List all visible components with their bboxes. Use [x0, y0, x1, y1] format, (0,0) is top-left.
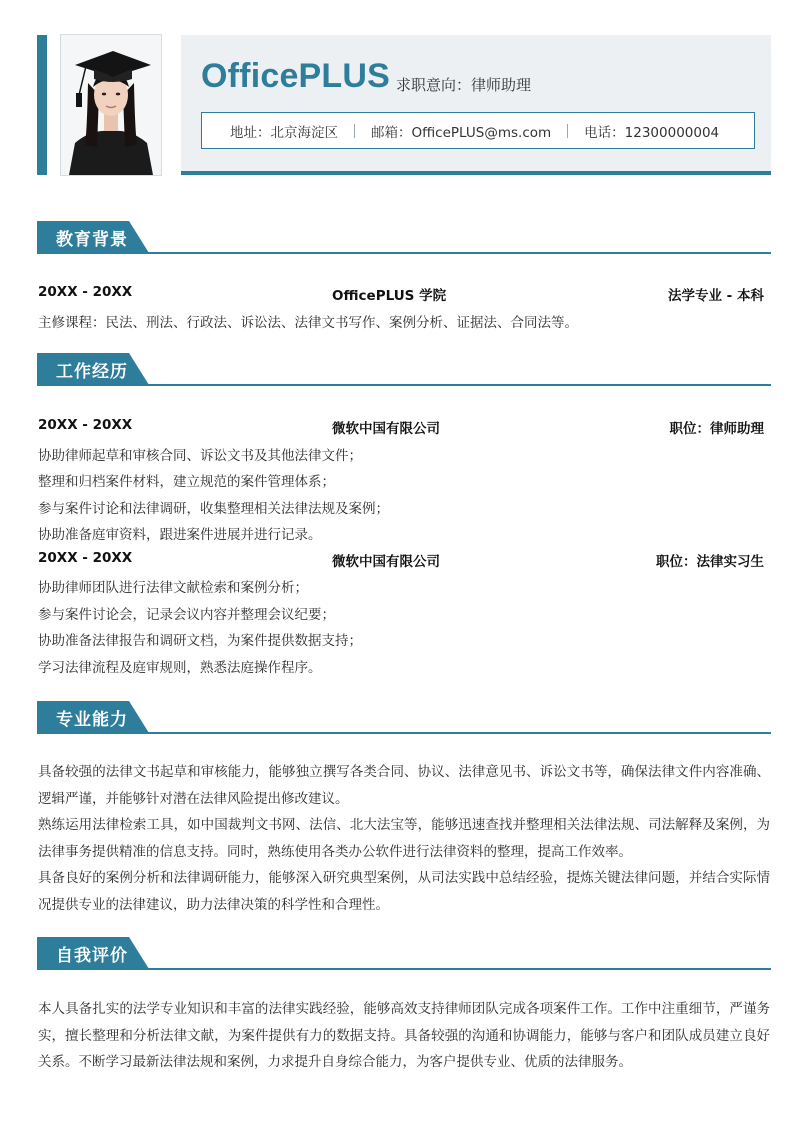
contact-address: 地址：北京海淀区 — [230, 124, 338, 141]
job-period: 20XX - 20XX — [38, 417, 133, 433]
education-school: OfficePLUS 学院 — [332, 288, 447, 304]
header-accent-bar — [37, 35, 47, 175]
skills-paragraph: 具备较强的法律文书起草和审核能力，能够独立撰写各类合同、协议、法律意见书、诉讼文书等，确保法律文件内容准确、逻辑严谨，并能够针对潜在法律风险提出修改建议。 — [38, 764, 770, 807]
section-title: 专业能力 — [56, 710, 128, 730]
section-header-self-eval — [37, 937, 771, 973]
job-entry-row — [38, 550, 764, 572]
contact-divider — [354, 124, 355, 138]
education-major: 法学专业 - 本科 — [667, 288, 764, 304]
education-courses: 主修课程：民法、刑法、行政法、诉讼法、法律文书写作、案例分析、证据法、合同法等。 — [38, 315, 578, 331]
self-eval-paragraph: 本人具备扎实的法学专业知识和丰富的法律实践经验，能够高效支持律师团队完成各项案件工作。工作中注重细节，严谨务实，擅长整理和分析法律文献，为案件提供有力的数据支持。具备较强的沟通和协调能力，能够与客户和团队成员建立良好关系。不断学习最新法律法规和案例，力求提升自身综合能力，为客户提供专业、优质的法律服务。 — [38, 1001, 770, 1070]
section-header-skills — [37, 701, 771, 737]
education-period: 20XX - 20XX — [38, 284, 133, 300]
job-duty: 协助律师团队进行法律文献检索和案例分析； — [38, 580, 308, 596]
job-entry-row — [38, 417, 764, 439]
job-duty: 整理和归档案件材料，建立规范的案件管理体系； — [38, 474, 335, 490]
section-rule — [37, 732, 771, 734]
contact-email: 邮箱：OfficePLUS@ms.com — [371, 124, 552, 141]
job-duty: 学习法律流程及庭审规则，熟悉法庭操作程序。 — [38, 660, 322, 676]
graduate-portrait-icon — [61, 35, 161, 175]
section-rule — [37, 968, 771, 970]
skills-paragraph: 熟练运用法律检索工具，如中国裁判文书网、法信、北大法宝等，能够迅速查找并整理相关法律法规、司法解释及案例，为法律事务提供精准的信息支持。同时，熟练使用各类办公软件进行法律资料的整理，提高工作效率。 — [38, 817, 770, 860]
job-duty: 协助律师起草和审核合同、诉讼文书及其他法律文件； — [38, 448, 362, 464]
job-duty: 协助准备法律报告和调研文档，为案件提供数据支持； — [38, 633, 362, 649]
header-panel — [181, 35, 771, 171]
job-position: 职位：律师助理 — [669, 421, 764, 437]
job-duty: 参与案件讨论会，记录会议内容并整理会议纪要； — [38, 607, 335, 623]
job-position: 职位：法律实习生 — [656, 554, 764, 570]
contact-divider — [567, 124, 568, 138]
job-company: 微软中国有限公司 — [332, 554, 440, 570]
candidate-name: OfficePLUS — [201, 57, 391, 95]
contact-phone: 电话：12300000004 — [584, 124, 720, 141]
job-duty: 参与案件讨论和法律调研，收集整理相关法律法规及案例； — [38, 501, 389, 517]
job-duty: 协助准备庭审资料，跟进案件进展并进行记录。 — [38, 527, 322, 543]
profile-photo — [60, 34, 162, 176]
section-rule — [37, 384, 771, 386]
header-underline — [181, 171, 771, 175]
job-company: 微软中国有限公司 — [332, 421, 440, 437]
contact-bar — [201, 112, 755, 149]
job-intent: 求职意向：律师助理 — [396, 76, 532, 94]
section-rule — [37, 252, 771, 254]
section-title: 自我评价 — [56, 946, 128, 966]
section-title: 教育背景 — [56, 230, 128, 250]
section-header-work — [37, 353, 771, 389]
section-title: 工作经历 — [56, 362, 128, 382]
skills-paragraph: 具备良好的案例分析和法律调研能力，能够深入研究典型案例，从司法实践中总结经验，提炼关键法律问题，并结合实际情况提供专业的法律建议，助力法律决策的科学性和合理性。 — [38, 870, 770, 913]
job-period: 20XX - 20XX — [38, 550, 133, 566]
section-header-education — [37, 221, 771, 257]
education-entry-row — [38, 284, 764, 306]
